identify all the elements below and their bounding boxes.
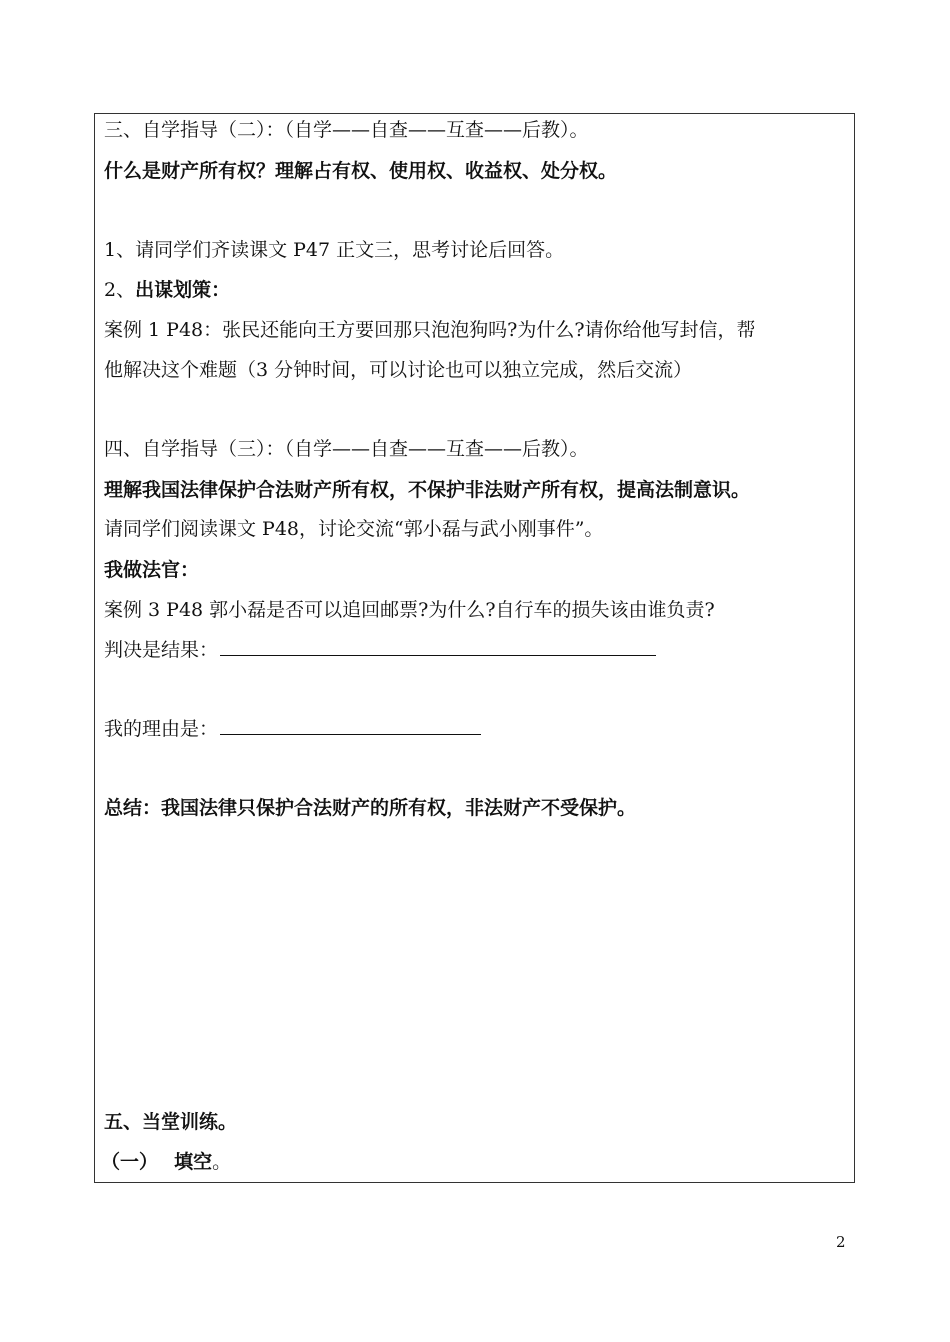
item2-number: 2、 bbox=[104, 279, 136, 301]
reason-label: 我的理由是： bbox=[104, 718, 219, 740]
case1-line2: 他解决这个难题（3 分钟时间，可以讨论也可以独立完成，然后交流） bbox=[104, 359, 693, 381]
reason-row bbox=[104, 716, 481, 741]
sub1-period: 。 bbox=[212, 1151, 232, 1173]
item2-title: 出谋划策： bbox=[135, 279, 231, 301]
section4-goal: 理解我国法律保护合法财产所有权，不保护非法财产所有权，提高法制意识。 bbox=[104, 479, 751, 501]
section3-question: 什么是财产所有权？理解占有权、使用权、收益权、处分权。 bbox=[104, 160, 618, 182]
case3-text: 案例 3 P48 郭小磊是否可以追回邮票?为什么?自行车的损失该由谁负责? bbox=[104, 599, 715, 621]
sub1-title: 填空 bbox=[174, 1151, 213, 1173]
verdict-row bbox=[104, 637, 656, 662]
case1-line1: 案例 1 P48：张民还能向王方要回那只泡泡狗吗?为什么?请你给他写封信，帮 bbox=[104, 319, 756, 341]
section4-heading: 四、自学指导（三）：（自学——自查——互查——后教）。 bbox=[104, 438, 589, 460]
section4-read: 请同学们阅读课文 P48，讨论交流“郭小磊与武小刚事件”。 bbox=[104, 518, 604, 540]
sub1-label: （一） bbox=[101, 1151, 159, 1173]
reason-blank-line[interactable] bbox=[220, 716, 481, 735]
judge-title: 我做法官： bbox=[104, 559, 200, 581]
section5-heading: 五、当堂训练。 bbox=[104, 1111, 238, 1133]
section5-sub1 bbox=[101, 1150, 231, 1174]
section3-item2 bbox=[104, 278, 230, 302]
section3-heading: 三、自学指导（二）：（自学——自查——互查——后教）。 bbox=[104, 119, 589, 141]
page-number: 2 bbox=[836, 1233, 846, 1251]
verdict-label: 判决是结果： bbox=[104, 639, 219, 661]
section3-item1: 1、请同学们齐读课文 P47 正文三，思考讨论后回答。 bbox=[104, 239, 565, 261]
section4-summary: 总结：我国法律只保护合法财产的所有权，非法财产不受保护。 bbox=[104, 797, 637, 819]
verdict-blank-line[interactable] bbox=[220, 637, 656, 656]
